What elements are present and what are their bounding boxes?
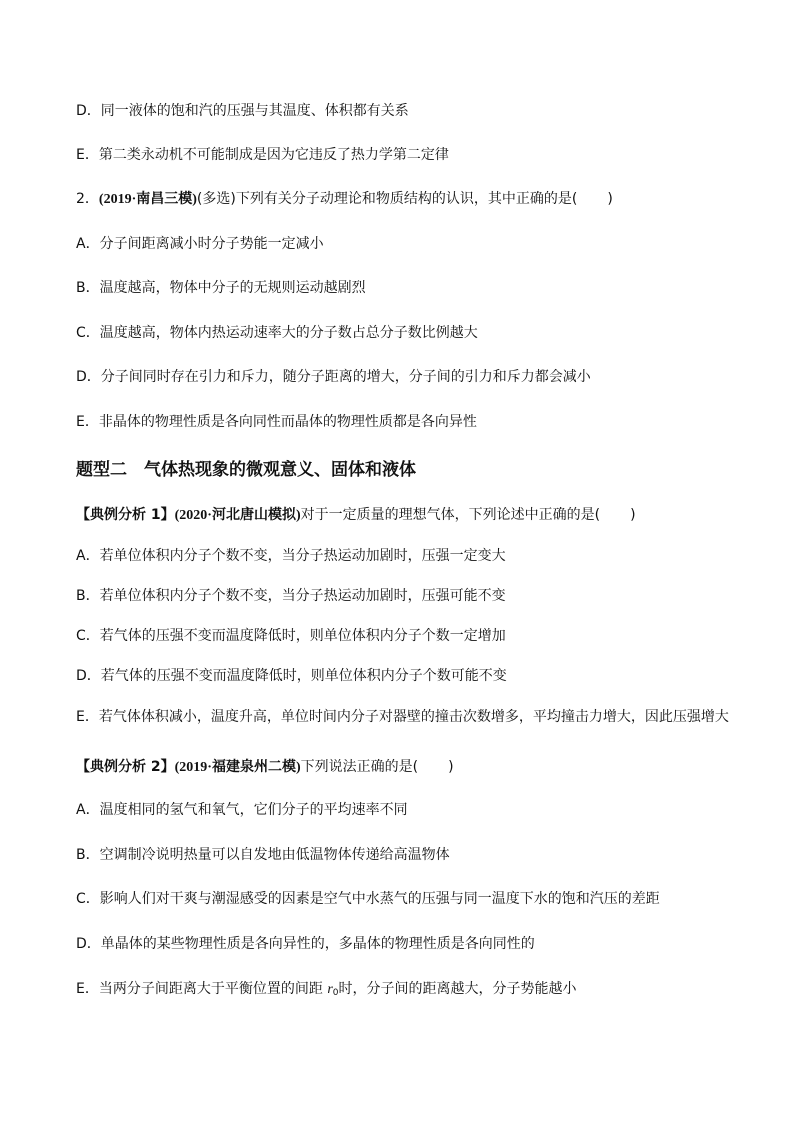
example-2-option-d: D．单晶体的某些物理性质是各向异性的，多晶体的物理性质是各向同性的 — [76, 936, 535, 952]
example-tag: 【典例分析 2】 — [76, 759, 175, 775]
example-2-option-a: A．温度相同的氢气和氧气，它们分子的平均速率不同 — [76, 802, 408, 818]
example-1-option-e: E．若气体体积减小，温度升高，单位时间内分子对器壁的撞击次数增多，平均撞击力增大，因此压强增大 — [76, 709, 729, 725]
example-2-option-c: C．影响人们对干爽与潮湿感受的因素是空气中水蒸气的压强与同一温度下水的饱和汽压的差距 — [76, 891, 660, 907]
q2-option-b: B．温度越高，物体中分子的无规则运动越剧烈 — [76, 280, 366, 296]
q1-option-d: D．同一液体的饱和汽的压强与其温度、体积都有关系 — [76, 103, 409, 119]
example-1-option-a: A．若单位体积内分子个数不变，当分子热运动加剧时，压强一定变大 — [76, 548, 506, 564]
example-1-stem: 【典例分析 1】(2020·河北唐山模拟)对于一定质量的理想气体，下列论述中正确的是( ) — [76, 507, 636, 523]
q2-option-e: E．非晶体的物理性质是各向同性而晶体的物理性质都是各向异性 — [76, 414, 477, 430]
example-tag: 【典例分析 1】 — [76, 507, 175, 523]
math-variable: r — [327, 982, 333, 997]
example-2-option-e: E．当两分子间距离大于平衡位置的间距 $r_0$时，分子间的距离越大，分子势能越小 — [76, 981, 577, 998]
example-source: (2020·河北唐山模拟) — [174, 508, 301, 523]
example-1-option-b: B．若单位体积内分子个数不变，当分子热运动加剧时，压强可能不变 — [76, 588, 506, 604]
example-source: (2019·福建泉州二模) — [174, 760, 301, 775]
q2-option-c: C．温度越高，物体内热运动速率大的分子数占总分子数比例越大 — [76, 325, 478, 341]
q2-option-d: D．分子间同时存在引力和斥力，随分子距离的增大，分子间的引力和斥力都会减小 — [76, 369, 591, 385]
math-subscript: 0 — [332, 988, 339, 998]
question-number: 2． — [76, 191, 99, 207]
q2-stem: 2．(2019·南昌三模)(多选)下列有关分子动理论和物质结构的认识，其中正确的是( ) — [76, 191, 613, 207]
example-1-option-c: C．若气体的压强不变而温度降低时，则单位体积内分子个数一定增加 — [76, 628, 506, 644]
section-title: 题型二 气体热现象的微观意义、固体和液体 — [76, 460, 416, 480]
q2-option-a: A．分子间距离减小时分子势能一定减小 — [76, 236, 324, 252]
example-1-option-d: D．若气体的压强不变而温度降低时，则单位体积内分子个数可能不变 — [76, 668, 507, 684]
example-2-option-b: B．空调制冷说明热量可以自发地由低温物体传递给高温物体 — [76, 847, 450, 863]
example-2-stem: 【典例分析 2】(2019·福建泉州二模)下列说法正确的是( ) — [76, 759, 454, 775]
question-source: (2019·南昌三模) — [98, 192, 197, 207]
q1-option-e: E．第二类永动机不可能制成是因为它违反了热力学第二定律 — [76, 147, 449, 163]
